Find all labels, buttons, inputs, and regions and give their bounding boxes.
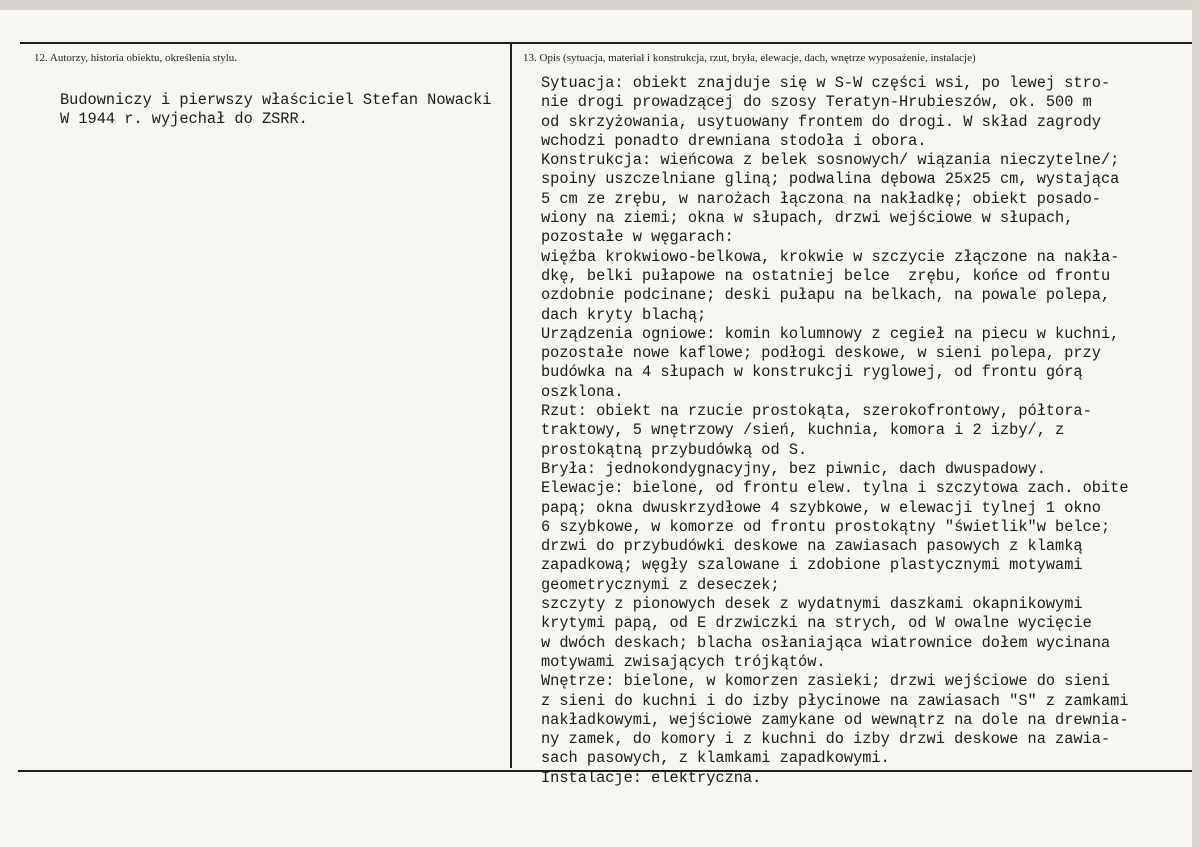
text-line: więźba krokwiowo-belkowa, krokwie w szczycie złączone na nakła- [541,247,1120,266]
text-line: Budowniczy i pierwszy właściciel Stefan Nowacki [60,91,492,109]
text-line: Wnętrze: bielone, w komorzen zasieki; drzwi wejściowe do sieni [541,672,1111,691]
text-line: budówka na 4 słupach w konstrukcji ryglowej, od frontu górą [541,363,1083,382]
text-line: oszklona. [541,382,624,401]
text-line: Elewacje: bielone, od frontu elew. tylna i szczytowa zach. obite [541,479,1129,498]
scan-edge-top [0,0,1200,10]
text-line: pozostałe nowe kaflowe; podłogi deskowe, w sieni polepa, przy [541,344,1101,363]
text-line: Instalacje: elektryczna. [541,768,762,787]
text-line: traktowy, 5 wnętrzowy /sień, kuchnia, komora i 2 izby/, z [541,421,1065,440]
section-13-text [541,74,1129,788]
text-line: 5 cm ze zrębu, w narożach łączona na nakładkę; obiekt posado- [541,189,1101,208]
text-line: wchodzi ponadto drewniana stodoła i obora. [541,131,927,150]
text-line: geometrycznymi z deseczek; [541,575,780,594]
section-12-header: 12. Autorzy, historia obiektu, określenia stylu. [34,52,238,64]
text-line: papą; okna dwuskrzydłowe 4 szybkowe, w elewacji tylnej 1 okno [541,498,1101,517]
section-12-text [60,91,491,130]
top-rule [20,42,1192,44]
text-line: spoiny uszczelniane gliną; podwalina dębowa 25x25 cm, wystająca [541,170,1120,189]
text-line: Rzut: obiekt na rzucie prostokąta, szerokofrontowy, półtora- [541,402,1092,421]
scan-edge-right [1192,0,1200,847]
text-line: Konstrukcja: wieńcowa z belek sosnowych/ wiązania nieczytelne/; [541,151,1120,170]
text-line: drzwi do przybudówki deskowe na zawiasach pasowych z klamką [541,537,1083,556]
text-line: nie drogi prowadzącej do szosy Teratyn-Hrubieszów, ok. 500 m [541,93,1092,112]
text-line: Sytuacja: obiekt znajduje się w S-W części wsi, po lewej stro- [541,74,1111,92]
text-line: szczyty z pionowych desek z wydatnymi daszkami okapnikowymi [541,595,1083,614]
text-line: zapadkową; węgły szalowane i zdobione plastycznymi motywami [541,556,1083,575]
text-line: sach pasowych, z klamkami zapadkowymi. [541,749,890,768]
text-line: ozdobnie podcinane; deski pułapu na belkach, na powale polepa, [541,286,1111,305]
text-line: od skrzyżowania, usytuowany frontem do drogi. W skład zagrody [541,112,1101,131]
text-line: dkę, belki pułapowe na ostatniej belce zrębu, końce od frontu [541,266,1111,285]
text-line: krytymi papą, od E drzwiczki na strych, od W owalne wycięcie [541,614,1092,633]
text-line: prostokątną przybudówką od S. [541,440,808,459]
text-line: ny zamek, do komory i z kuchni do izby drzwi deskowe na zawia- [541,730,1111,749]
text-line: nakładkowymi, wejściowe zamykane od wewnątrz na dole na drewnia- [541,710,1129,729]
text-line: 6 szybkowe, w komorze od frontu prostokątny "świetlik"w belce; [541,517,1111,536]
text-line: Urządzenia ogniowe: komin kolumnowy z cegieł na piecu w kuchni, [541,324,1120,343]
text-line: wiony na ziemi; okna w słupach, drzwi wejściowe w słupach, [541,209,1074,228]
text-line: W 1944 r. wyjechał do ZSRR. [60,110,308,129]
text-line: motywami zwisających trójkątów. [541,652,826,671]
text-line: dach kryty blachą; [541,305,707,324]
section-13-header: 13. Opis (sytuacja, materiał i konstrukcja, rzut, bryła, elewacje, dach, wnętrze wyposażenie, instalacje) [523,52,976,64]
text-line: w dwóch deskach; blacha osłaniająca wiatrownice dołem wycinana [541,633,1111,652]
text-line: Bryła: jednokondygnacyjny, bez piwnic, dach dwuspadowy. [541,459,1046,478]
text-line: pozostałe w węgarach: [541,228,734,247]
text-line: z sieni do kuchni i do izby płycinowe na zawiasach "S" z zamkami [541,691,1129,710]
column-divider [510,42,512,768]
